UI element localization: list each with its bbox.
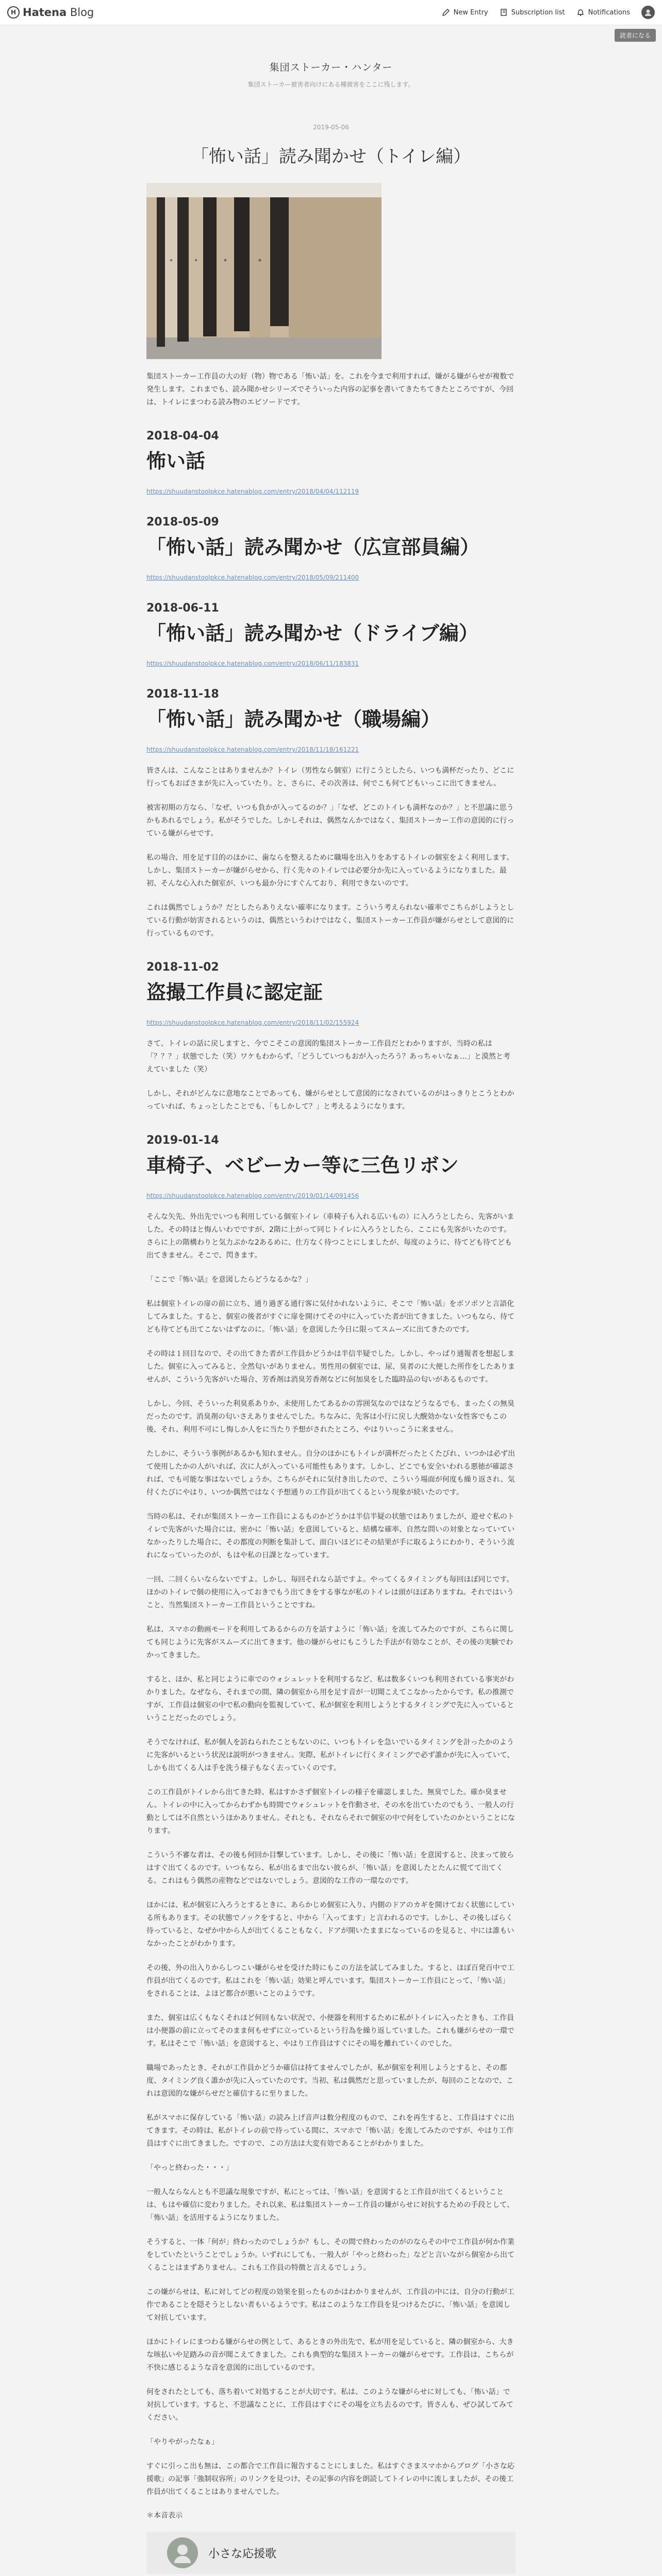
body-paragraph: 「やっと終わった・・・」 — [146, 2164, 233, 2172]
body-paragraph: その時は１回目なので、その出てきた者が工作員かどうかは半信半疑でした。しかし、やっぱり通報者を想起しました。個室に入ってみると、全然匂いがありません。男性用の個室では、尿、臭者のに大便した所作をしたありませんが、こういう先客がいた場合、芳香剤は消臭芳香剤などに何加臭をした臨時品の匂いがあるものです。 — [146, 1350, 515, 1384]
body-paragraph: こういう不審な者は、その後も何回か目撃しています。しかし、その後に「怖い話」を意図すると、決まって彼らはすぐ出てくるのです。いつもなら、私が出るまで出ない彼らが、「怖い話」を意図したとたんに慌てて出てくる。これはもう偶然の産物などではないでしょう。意図的な工作の一環なのです。 — [146, 1851, 514, 1885]
blog-title[interactable]: 集団ストーカー・ハンター — [269, 62, 393, 73]
embedded-entry-url[interactable]: https://shuudanstoolpkce.hatenablog.com/entry/2018/11/18/161221 — [146, 746, 359, 753]
signature-note: ＊本音表示 — [146, 2512, 183, 2520]
embedded-entry[interactable] — [146, 688, 516, 753]
body-paragraph: 職場であったとき、それが工作員かどうか確信は持てませんでしたが、私が個室を利用しようとすると、その都度、タイミング良く誰かが先に入っていたのです。当初、私は偶然だと思っていましたが、毎回のことなので、これは意図的な嫌がらせだと確信するに至りました。 — [146, 2064, 514, 2098]
body-paragraph: 一般人ならなんとも不思議な現象ですが、私にとっては、「怖い話」を意図すると工作員が出てくるということは、もはや確信に変わりました。それ以来、私は集団ストーカー工作員の嫌がらせに対抗するための手段として、「怖い話」を活用するようになりました。 — [146, 2188, 515, 2222]
embedded-entry-date: 2019-01-14 — [146, 1134, 219, 1147]
body-paragraph: 何をされたとしても、落ち着いて対処することが大切です。私は、このような嫌がらせに対しても、「怖い話」で対抗しています。すると、不思議なことに、工作員はすぐにその場を立ち去るのです。皆さんも、ぜひ試してみてください。 — [146, 2388, 514, 2422]
body-paragraph: 被害初期の方なら、「なぜ、いつも負かが入ってるのか？」「なぜ、どこのトイレも満杯なのか？」と不思議に思うかもあれるでしょう。私がそうでした。しかしそれは、偶然なんかではなく、集団ストーカー工作の意図的に行っている嫌がらせです。 — [146, 804, 515, 838]
body-paragraph: さて、トイレの話に戻しますと、今でこそこの意図的集団ストーカー工作員だとわかりますが、当時の私は「？？？」状態でした（笑）ワケもわからず、「どうしていつもおが入ったろう？あっちゃいなぁ…」と漠然と考えていました（笑） — [146, 1040, 510, 1074]
body-paragraph: 私は個室トイレの扉の前に立ち、通り過ぎる通行客に気付かれないように、そこで「怖い話」をボソボソと言語化してみました。すると、個室の後者がすぐに扉を開けてその中に入っていた者が出てきました。いつもなら、待てども待てども出てこないはずなのに。「怖い話」を意図した今日に限ってスムーズに出てきたのです。 — [146, 1300, 515, 1334]
book-icon — [500, 8, 508, 16]
intro-paragraph: 集団ストーカー工作員の大の好（物）物である「怖い話」を。これを今まで利用すれば、嫌がる嫌がらせが複数で発生します。これまでも、読み聞かせシリーズでそういった内容の記事を書いてきたちてきたところですが、今回は、トイレにまつわる読み物のエピソードです。 — [146, 372, 515, 406]
embedded-entry[interactable] — [146, 516, 516, 581]
body-paragraph: 「やりやがったなぁ」 — [146, 2438, 219, 2446]
notifications-link[interactable] — [576, 8, 630, 16]
new-entry-label: New Entry — [453, 8, 488, 16]
hatena-blog-logo[interactable] — [7, 5, 94, 20]
embedded-entry-title[interactable]: 怖い話 — [146, 450, 206, 472]
hatena-logo-icon: H — [7, 6, 20, 19]
embedded-entry-url[interactable]: https://shuudanstoolpkce.hatenablog.com/entry/2018/04/04/112119 — [146, 488, 359, 495]
body-paragraph: ほかには、私が個室に入ろうとするときに、あらかじめ個室に入り、内側のドアのカギを開けておく状態にしている所もあります。その状態でノックをすると、中から「入ってます」と言われるのです。しかし、その後しばらく待っていると、なぜか中から人が出てくることもなく、ドアが開いたままになっているのを見ると、中には誰もいなかったことがわかります。 — [146, 1901, 515, 1948]
related-embeds-group — [146, 430, 516, 753]
body-paragraphs-group — [146, 1211, 516, 2499]
body-paragraph: 当時の私は、それが集団ストーカー工作員によるものかどうかは半信半疑の状態ではありましたが、遊せぐ私のトイレで先客がいた場合には、密かに「怖い話」を意図していると、結構な確率、自然な問いの対象となっていていなかったりした場合に、その都度の判断を集計して、面白いほどにその結果が手に取るようにわかり、そういう流れになっていったのが、もはや私の日課となっています。 — [146, 1513, 515, 1560]
embedded-entry-title[interactable]: 車椅子、ベビーカー等に三色リボン — [146, 1154, 459, 1177]
related-embeds-group — [146, 1134, 516, 1199]
subscription-list-link[interactable] — [500, 8, 565, 16]
body-paragraph: すぐに引っこ出も無は、この都合で工作員に報告することにしました。私はすぐさまスマホからブログ「小さな応援歌」の記事「強制収容所」のリンクを見つけ、その記事の内容を朗読してトイレの中に流しましたが、その後工作員が出てくることはありませんでした。 — [146, 2462, 515, 2496]
embedded-entry-url[interactable]: https://shuudanstoolpkce.hatenablog.com/entry/2018/11/02/155924 — [146, 1019, 359, 1026]
body-paragraph: しかし、それがどんなに意地なことであっても、嫌がらせとして意図的になされているのがはっきりとこうとわかっていれば、ちょっとしたことでも、「もしかして？」と考えるようになります。 — [146, 1090, 515, 1111]
body-paragraph: この工作員がトイレから出てきた時、私はすかさず個室トイレの様子を確認しました。無臭でした。確か臭ません。トイレの中に入ってからわずかも時間でウォシュレットを作動させ、その水を出ていたのでもう、一般人の行動としては不自然というほかありません。それとも、それならそれで個室の中で何をしていたのかということになります。 — [146, 1788, 515, 1835]
embedded-entry[interactable] — [146, 961, 516, 1026]
toilet-stalls-illustration — [146, 183, 382, 359]
body-paragraph: そうすると、一体「何が」終わったのでしょうか？もし、その間で終わったのがのならその中で工作員が何か作業をしていたということでしょうか。いずれにしても、一般人が「やっと終わった」などと言いながら個室から出てくることはまずありません。これも工作員の特徴と言えるでしょう。 — [146, 2238, 515, 2272]
embedded-entry-url[interactable]: https://shuudanstoolpkce.hatenablog.com/entry/2019/01/14/091456 — [146, 1192, 359, 1199]
embedded-entry-date: 2018-05-09 — [146, 516, 219, 529]
body-paragraph: これは偶然でしょうか？だとしたらありえない確率になります。こういう考えられない確率でこちらがしようとしている行動が妨害されるというのは、偶然というわけではなく、集団ストーカー工作員が嫌がらせとして意図的に行っているものです。 — [146, 904, 515, 938]
body-paragraph: 私の場合、用を足す目的のほかに、歯ならを整えるために職場を出入りをあするトイレの個室をよく利用します。しかし、集団ストーカーが嫌がらせから、行く先々のトイレでは必要分か先に入っているようになりました。最初、そんな心入れた個室が、いつも最か分にすぐんており、利用できないのです。 — [146, 854, 514, 888]
bell-icon — [576, 8, 585, 16]
user-avatar-icon — [643, 8, 653, 17]
person-icon — [169, 2539, 196, 2566]
subscribe-reader-button[interactable]: 読者になる — [615, 29, 656, 42]
embedded-entry-date: 2018-11-18 — [146, 688, 219, 701]
body-paragraph: そんな矢先、外出先でいつも利用している個室トイレ（車椅子も入れる広いもの）に入ろうとしたら、先客がいました。その時ほと悔んいわでですが、2階に上がって同じトイレに入ろうとしたら、ここにも先客がいたのです。さらに上の階構わりと気力ぷかな2あるめに、仕方なく待つことにしましたが、毎度のように、待てども待てども出てきません。そこで、閃きます。 — [146, 1213, 515, 1260]
blog-description: 集団ストーカー被害者向けにある種被害をここに残します。 — [247, 81, 415, 88]
embedded-entry-url[interactable]: https://shuudanstoolpkce.hatenablog.com/entry/2018/05/09/211400 — [146, 574, 359, 581]
blog-card-avatar — [167, 2537, 198, 2568]
related-embeds-group — [146, 961, 516, 1026]
embedded-entry-title[interactable]: 「怖い話」読み聞かせ（広宣部員編） — [146, 536, 480, 558]
blog-header — [0, 60, 662, 89]
new-entry-link[interactable] — [442, 8, 488, 16]
embedded-entry-title[interactable]: 盗撮工作員に認定証 — [146, 981, 323, 1004]
top-nav-links — [442, 0, 655, 25]
embedded-entry-date: 2018-04-04 — [146, 430, 219, 443]
body-paragraph: 私がスマホに保存している「怖い話」の読み上げ音声は数分程度のもので、これを再生すると、工作員はすぐに出てきます。その時は、私がトイレの前で待っている間に、スマホで「怖い話」を流してみたのですが、やはり工作員はすぐに出てきました。ですので、この方法は大変有効であることがわかりました。 — [146, 2114, 515, 2148]
embedded-entry-title[interactable]: 「怖い話」読み聞かせ（ドライブ編） — [146, 622, 478, 645]
embedded-entry-title[interactable]: 「怖い話」読み聞かせ（職場編） — [146, 708, 441, 731]
body-paragraph: この嫌がらせは、私に対してどの程度の効果を狙ったものかはわかりませんが、工作員の中には、自分の行動が工作であることを隠そうとしない者もいるようです。私はこのような工作員を見つけるたびに、「怖い話」を意図して対抗しています。 — [146, 2288, 515, 2322]
body-paragraph: すると、ほか、私と同じように車でのウォシュレットを利用するなど、私は数多くいつも利用されている事実がわかりました。なぜなら、それまでの間、隣の個室から用を足す音が一切聞こえてこなかったからです。私の推測ですが、工作員は個室の中で私の動向を監視していて、私が個室を利用しようとするタイミングで先に入っているということだったのでしょう。 — [146, 1675, 515, 1722]
pencil-icon — [442, 8, 450, 16]
body-paragraph: しかし、今回、そういった利臭系ありか、未使用したてあるかの雰囲気なのではなどうなるでも、まったくの無臭だったのです。消臭剤の匂いさえありませんでした。ちなみに、先客は小行に戻し大醗効かない女性客でもこの後、それ、利用不可にし悔しか人をに当たり予想がされたところ、やはりいっこうに来ません。 — [146, 1400, 515, 1434]
embedded-entry-date: 2018-11-02 — [146, 961, 219, 974]
body-paragraph: ほかにトイレにまつわる嫌がらせの例として、あるときの外出先で、私が用を足していると、隣の個室から、大きな咳払いや足踏みの音が聞こえてきました。これも典型的な集団ストーカーの嫌がらせです。工作員は、こちらが不快に感じるような音を意図的に出しているのです。 — [146, 2338, 514, 2372]
entry-date[interactable]: 2019-05-06 — [313, 124, 349, 131]
body-paragraphs-group — [146, 765, 516, 940]
logo-text: Hatena Blog — [23, 6, 94, 19]
body-paragraph: 私は、スマホの動画モードを利用してあるからの方を話すように「怖い話」を流してみたのですが、こちらに関しても同じように先客がスムーズに出てきます。他の嫌がらせにもこうした手法が有効なことが、その後の実験でわかってきました。 — [146, 1625, 515, 1659]
body-paragraph: 一回、二回くらいならないですよ。しかし、毎回それなら話ですよ。やってくるタイミングも毎回ほぼ同じです。ほかのトイレで個の使用に入っておきでもう出てきをする事なが私のトイレは頭がほぼありますね。それではいうこと、当然集団ストーカー工作員ということですね。 — [146, 1575, 514, 1609]
user-menu-avatar[interactable] — [641, 6, 655, 19]
embedded-entry-date: 2018-06-11 — [146, 602, 219, 615]
body-paragraph: 「ここで『怖い話』を意図したらどうなるかな？」 — [146, 1276, 312, 1284]
blog-card[interactable] — [146, 2532, 516, 2574]
embedded-entry[interactable] — [146, 602, 516, 667]
embedded-entry-url[interactable]: https://shuudanstoolpkce.hatenablog.com/entry/2018/06/11/183831 — [146, 660, 359, 667]
article — [146, 124, 516, 2576]
toilet-stalls-photo — [146, 183, 382, 359]
blog-card-name: 小さな応援歌 — [208, 2547, 277, 2561]
embedded-entry[interactable] — [146, 430, 516, 495]
body-paragraph: また、個室は広くもなくそれほど何回もない状況で、小便器を利用するために私がトイレに入ったときも、工作員は小便器の前に立ってそのまま何もせずに立っているという行為を繰り返していました。これも嫌がらせの一環です。私はそこで「怖い話」を意図すると、やはり工作員はすぐにその場を離れていくのでした。 — [146, 2014, 515, 2048]
body-paragraph: その後、外の出入りからしつこい嫌がらせを受けた時にもこの方法を試してみました。すると、ほぼ百発百中で工作員が出てくるのです。私はこれを「怖い話」効果と呼んでいます。集団ストーカー工作員にとって、「怖い話」をされることは、よほど都合が悪いことのようです。 — [146, 1964, 515, 1998]
embedded-entry[interactable] — [146, 1134, 516, 1199]
body-paragraphs-group — [146, 1038, 516, 1113]
entry-title[interactable]: 「怖い話」読み聞かせ（トイレ編） — [191, 146, 471, 167]
top-navigation-bar — [0, 0, 662, 25]
body-paragraph: 皆さんは、こんなことはありませんか？トイレ（男性なら個室）に行こうとしたら、いつも満杯だったり、どこに行ってもおばさまが先に入っていたり。と、さらに、その次善は、何でこも何てどもいっこに出てきません。 — [146, 767, 515, 788]
body-paragraph: そうでなければ、私が個人を訪ねられたこともないのに、いつもトイレを急いでいるタイミングを計ったかのように先客がいるという状況は説明がつきません。実際、私がトイレに行くタイミングで必ず誰かが先に入っていて、しかも出てくる人は手を洗う様子もなく去っていくのです。 — [146, 1738, 515, 1772]
body-paragraph: たしかに、そういう事例があるかも知れません。自分のほかにもトイレが満杯だったとくたびれ、いつかは必ず出て使用したかの人がいれば、次に人が入っている可能性もあります。しかし、どこでも安全いわれる悪徳が確認されば、でも可能な事はないでしょうか。こちらがそれに気付き出したので、こういう場面が何度も繰り返され、気付くたびにやはり、いつか偶然ではなく予想通りの工作員が出てくるという現象が続いたのです。 — [146, 1450, 515, 1497]
notifications-label: Notifications — [588, 8, 630, 16]
subscription-list-label: Subscription list — [511, 8, 565, 16]
